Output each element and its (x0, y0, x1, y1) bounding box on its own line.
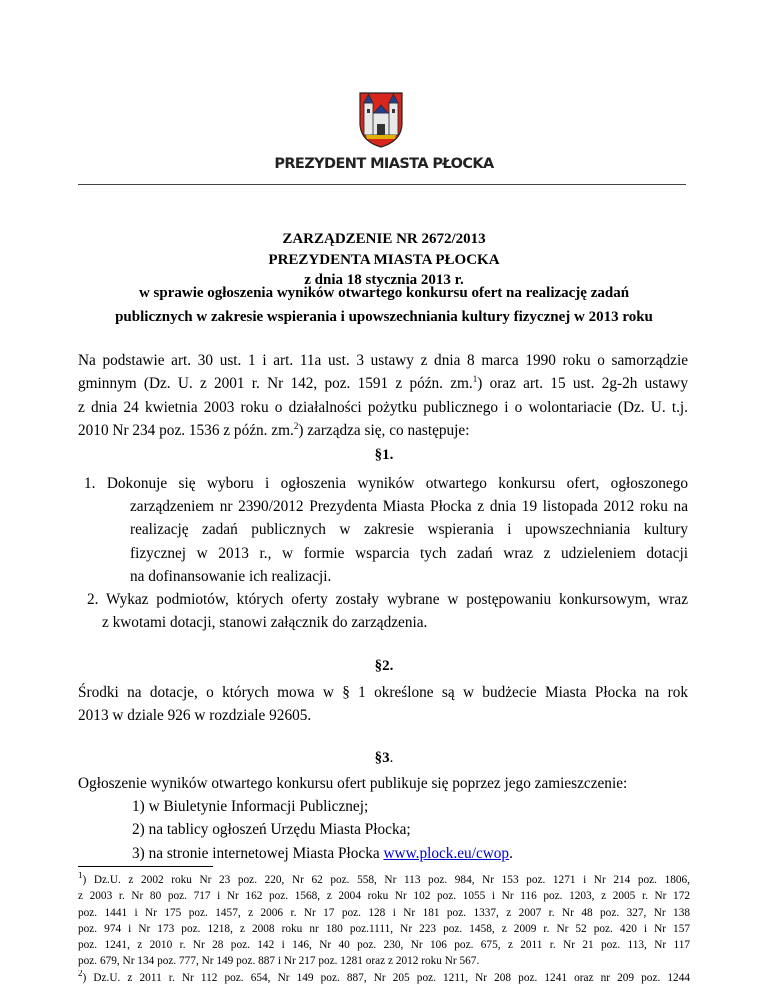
paragraph-line: z kwotami dotacji, stanowi załącznik do zarządzenia. (102, 614, 428, 631)
list-item: 2) na tablicy ogłoszeń Urzędu Miasta Płocka; (132, 821, 411, 839)
list-item: 1) w Biuletynie Informacji Publicznej; (132, 798, 369, 815)
footnote-line: poz. 974 i Nr 173 poz. 1218, z 2008 roku nr 180 poz.1111, Nr 223 poz. 1458, z 2009 r. Nr 52 poz. 420 i Nr 157 (78, 922, 690, 935)
footnote-ref-2: 2 (293, 421, 299, 432)
section-3-heading: §3. (374, 750, 394, 766)
subject-line-2: publicznych w zakresie wspierania i upowszechniania kultury fizycznej w 2013 roku (115, 309, 653, 325)
paragraph-line: realizację zadań publicznych w zakresie wspierania i upowszechniania kultury (130, 521, 688, 539)
paragraph-line: zarządzeniem nr 2390/2012 Prezydenta Miasta Płocka z dnia 19 listopada 2012 roku na (130, 498, 688, 515)
footnote-line: poz. 1241, z 2010 r. Nr 28 poz. 142 i 146, Nr 40 poz. 230, Nr 106 poz. 675, z 2011 r. Nr 21 poz. 113, Nr 117 (78, 939, 690, 952)
section-1-heading: §1. (374, 447, 394, 463)
paragraph-line: na dofinansowanie ich realizacji. (130, 568, 332, 586)
footnote-line: $^2$) Dz.U. z 2011 r. Nr 112 poz. 654, Nr 149 poz. 887, Nr 205 poz. 1211, Nr 208 poz. 1241 oraz nr 209 poz. 1244 (78, 969, 690, 984)
preamble-line: z dnia 24 kwietnia 2003 roku o działalności pożytku publicznego i o wolontariacie (Dz. U. t.j. (78, 398, 688, 416)
footnotes (78, 872, 690, 986)
issuer-name: PREZYDENT MIASTA PŁOCKA (274, 156, 494, 172)
list-item: 3) na stronie internetowej Miasta Płocka www.plock.eu/cwop. (132, 844, 513, 862)
ordinance-date: z dnia 18 stycznia 2013 r. (304, 272, 464, 288)
footnote-line: $^1$) Dz.U. z 2002 roku Nr 23 poz. 220, Nr 62 poz. 558, Nr 113 poz. 984, Nr 153 poz. 1271 i Nr 214 poz. 1806, (78, 872, 690, 886)
footnote-ref-1: 1 (472, 374, 478, 385)
ordinance-number: ZARZĄDZENIE NR 2672/2013 (282, 231, 486, 247)
footnote-divider (78, 866, 213, 867)
section-1-point-2-cont (102, 611, 688, 634)
ordinance-issuer: PREZYDENTA MIASTA PŁOCKA (268, 252, 500, 268)
city-coat-of-arms-icon (358, 91, 404, 149)
section-1-point-2 (87, 588, 688, 611)
section-3-intro (78, 772, 698, 795)
footnote-line: poz. 1441 i Nr 175 poz. 1457, z 2006 r. Nr 17 poz. 128 i Nr 181 poz. 1337, z 2007 r. Nr 48 poz. 327, Nr 138 (78, 906, 690, 919)
preamble-line: gminnym (Dz. U. z 2001 r. Nr 142, poz. 1591 z późn. zm.$^1$) oraz art. 15 ust. 2g-2h ustawy (78, 374, 688, 393)
section-1-point-1-cont (130, 495, 688, 589)
publication-list (132, 795, 688, 865)
website-link[interactable]: www.plock.eu/cwop (383, 844, 510, 862)
footnote-line: poz. 679, Nr 134 poz. 777, Nr 149 poz. 887 i Nr 217 poz. 1281 oraz z 2012 roku Nr 567. (78, 955, 480, 968)
paragraph-line: 2. Wykaz podmiotów, których oferty zostały wybrane w postępowaniu konkursowym, wraz (87, 591, 688, 608)
subject-line-1: w sprawie ogłoszenia wyników otwartego konkursu ofert na realizację zadań (138, 285, 630, 301)
header-divider (78, 184, 686, 185)
preamble-line: Na podstawie art. 30 ust. 1 i art. 11a ust. 3 ustawy z dnia 8 marca 1990 roku o samorządzie (78, 352, 688, 369)
footnote-line: z 2003 r. Nr 80 poz. 717 i Nr 162 poz. 1568, z 2004 roku Nr 102 poz. 1055 i Nr 116 poz. 1203, z 2005 r. Nr 172 (78, 890, 690, 903)
paragraph-line: 1. Dokonuje się wyboru i ogłoszenia wyników otwartego konkursu ofert, ogłoszonego (84, 475, 688, 492)
preamble (78, 349, 688, 443)
preamble-line: 2010 Nr 234 poz. 1536 z późn. zm.$^2$) zarządza się, co następuje: (78, 421, 470, 440)
paragraph-line: Środki na dotacje, o których mowa w § 1 określone są w budżecie Miasta Płocka na rok (78, 684, 688, 701)
section-2-text (78, 681, 688, 728)
section-2-heading: §2. (374, 658, 394, 674)
paragraph-line: fizycznej w 2013 r., w formie wsparcia tych zadań wraz z udzieleniem dotacji (130, 544, 688, 562)
paragraph-line: Ogłoszenie wyników otwartego konkursu ofert publikuje się poprzez jego zamieszczenie: (78, 775, 628, 792)
paragraph-line: 2013 w dziale 926 w rozdziale 92605. (78, 707, 312, 725)
section-1-point-1 (84, 472, 688, 495)
